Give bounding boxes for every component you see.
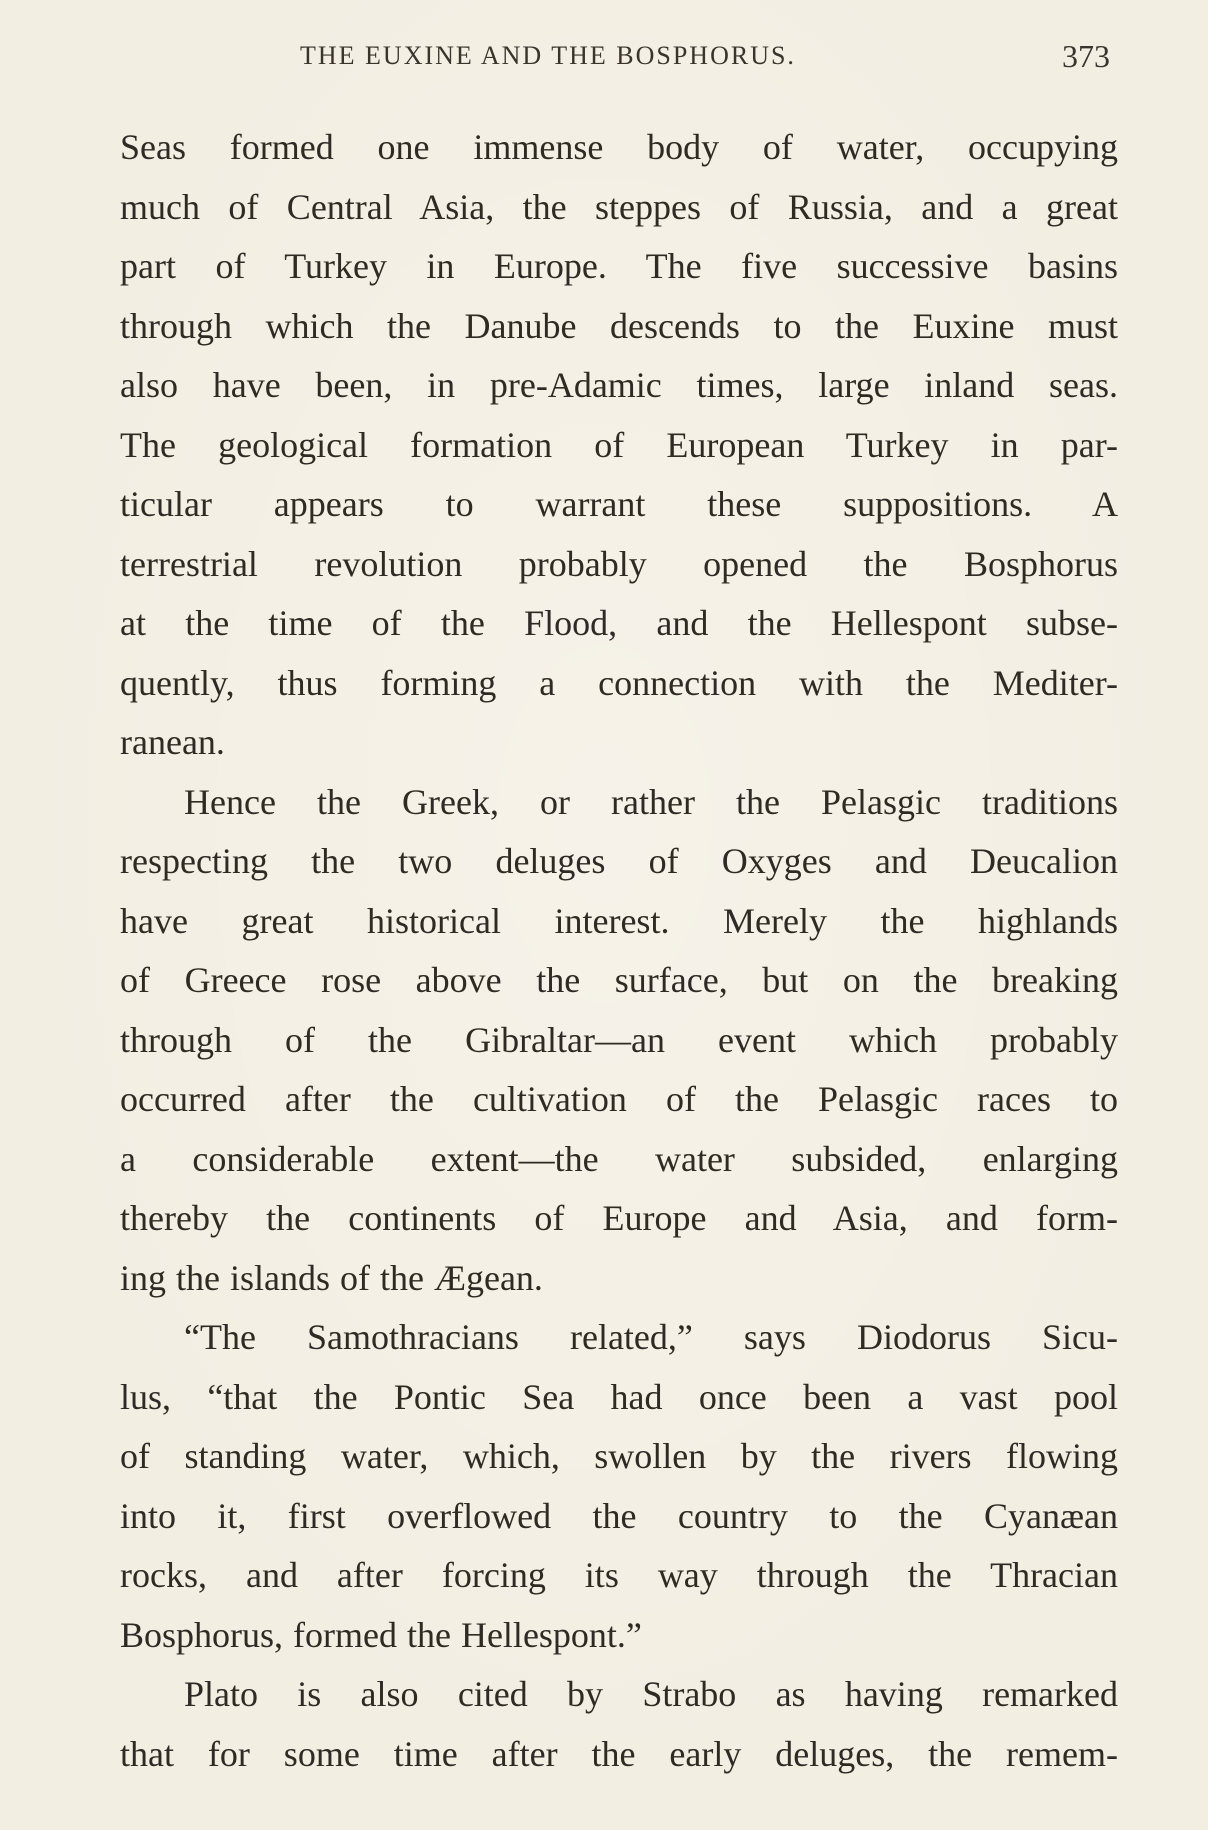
text-line: through of the Gibraltar—an event which probably (120, 1019, 1118, 1060)
text-line: ing the islands of the Ægean. (120, 1257, 543, 1298)
text-line: Seas formed one immense body of water, occupying (120, 127, 1118, 167)
text-line: have great historical interest. Merely the highlands (120, 900, 1118, 941)
text-line: ticular appears to warrant these suppositions. A (120, 484, 1118, 524)
text-line: Hence the Greek, or rather the Pelasgic traditions (184, 781, 1118, 822)
body-text (120, 118, 1118, 1784)
text-line: quently, thus forming a connection with the Mediter- (120, 662, 1118, 703)
text-line: at the time of the Flood, and the Hellespont subse- (120, 603, 1118, 643)
text-line: much of Central Asia, the steppes of Russia, and a great (120, 186, 1118, 227)
text-line: a considerable extent—the water subsided, enlarging (120, 1138, 1118, 1179)
text-line: of Greece rose above the surface, but on the breaking (120, 960, 1118, 1000)
text-line: terrestrial revolution probably opened the Bosphorus (120, 543, 1118, 584)
running-title: THE EUXINE AND THE BOSPHORUS. (300, 41, 796, 70)
page-number: 373 (1062, 38, 1110, 74)
text-line: through which the Danube descends to the Euxine must (120, 305, 1118, 346)
text-line: part of Turkey in Europe. The five successive basins (120, 246, 1118, 286)
running-head (120, 34, 1110, 78)
text-line: lus, “that the Pontic Sea had once been a vast pool (120, 1376, 1118, 1417)
text-line: into it, first overflowed the country to the Cyanæan (120, 1495, 1118, 1536)
text-line: rocks, and after forcing its way through the Thracian (120, 1555, 1118, 1595)
text-line: of standing water, which, swollen by the rivers flowing (120, 1436, 1118, 1476)
text-line: respecting the two deluges of Oxyges and Deucalion (120, 841, 1118, 881)
text-line: occurred after the cultivation of the Pelasgic races to (120, 1079, 1118, 1119)
text-line: The geological formation of European Turkey in par- (120, 424, 1118, 465)
text-line: thereby the continents of Europe and Asia, and form- (120, 1198, 1118, 1238)
text-line: “The Samothracians related,” says Diodorus Sicu- (184, 1317, 1118, 1357)
text-line: Bosphorus, formed the Hellespont.” (120, 1614, 642, 1655)
text-line: also have been, in pre-Adamic times, large inland seas. (120, 365, 1118, 405)
text-line: Plato is also cited by Strabo as having remarked (184, 1674, 1118, 1714)
text-line: that for some time after the early deluges, the remem- (120, 1733, 1118, 1774)
text-line: ranean. (120, 722, 225, 762)
